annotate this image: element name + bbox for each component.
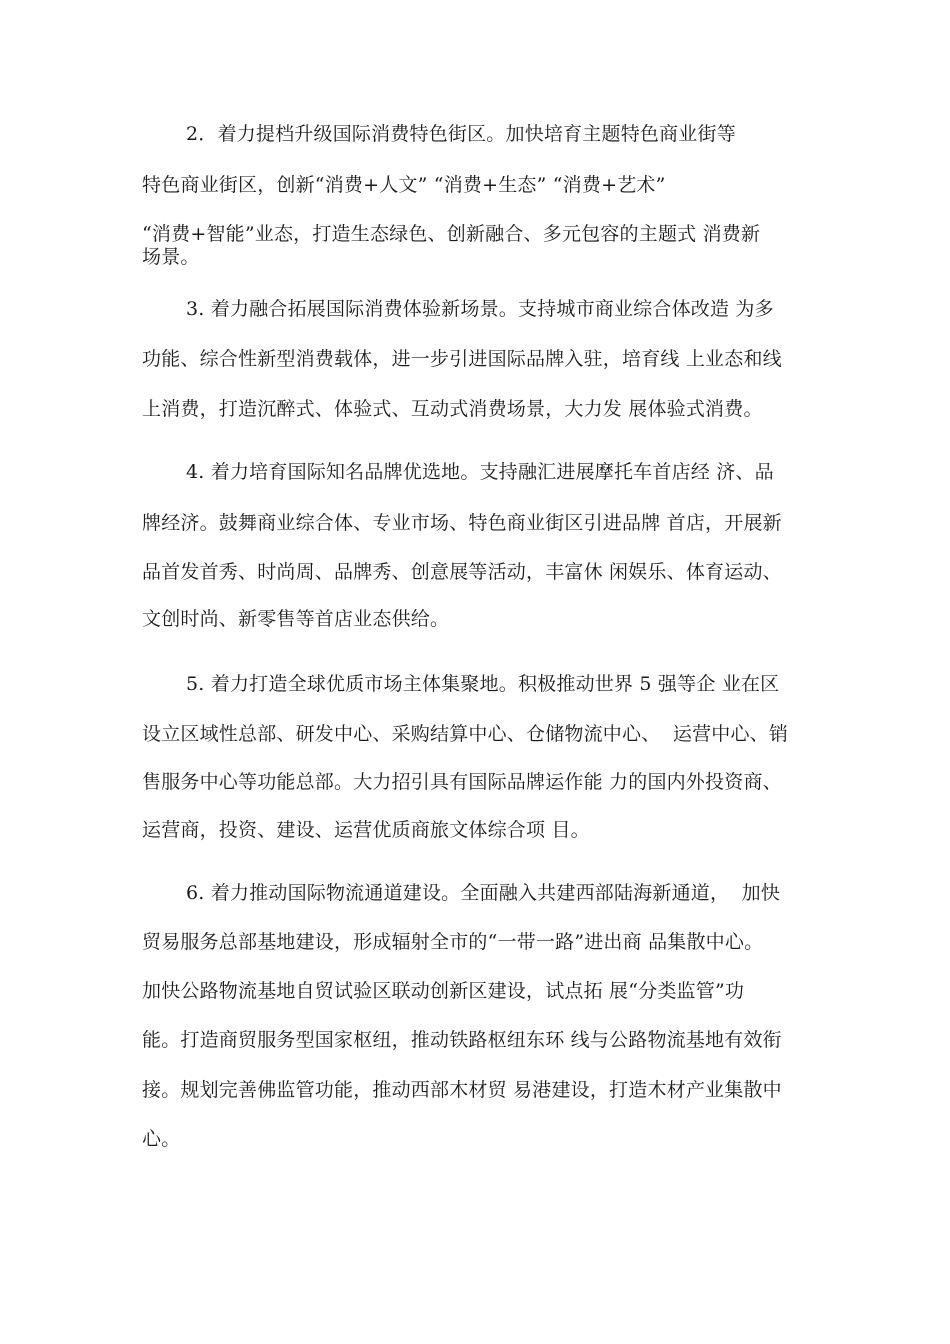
paragraph-2-line-4: 场景。	[142, 246, 200, 268]
paragraph-3-line-2: 功能、综合性新型消费载体，进一步引进国际品牌入驻，培育线 上业态和线	[142, 348, 782, 370]
paragraph-4-line-1: 4. 着力培育国际知名品牌优选地。支持融汇进展摩托车首店经 济、品	[186, 461, 774, 483]
paragraph-4-line-4: 文创时尚、新零售等首店业态供给。	[142, 608, 450, 630]
paragraph-4-line-2: 牌经济。鼓舞商业综合体、专业市场、特色商业街区引进品牌 首店，开展新	[142, 512, 782, 534]
paragraph-4-line-3: 品首发首秀、时尚周、品牌秀、创意展等活动，丰富休 闲娱乐、体育运动、	[142, 561, 782, 583]
paragraph-3-line-3: 上消费，打造沉醉式、体验式、互动式消费场景，大力发 展体验式消费。	[142, 398, 763, 420]
paragraph-5-line-4: 运营商，投资、建设、运营优质商旅文体综合项 目。	[142, 819, 590, 841]
paragraph-6-line-6: 心。	[142, 1128, 181, 1150]
paragraph-2-line-2: 特色商业街区，创新“消费+人文” “消费+生态” “消费+艺术”	[142, 174, 666, 196]
paragraph-6-line-2: 贸易服务总部基地建设，形成辐射全市的“一带一路”进出商 品集散中心。	[142, 931, 764, 953]
paragraph-5-line-2: 设立区域性总部、研发中心、采购结算中心、仓储物流中心、 运营中心、销	[142, 723, 789, 745]
paragraph-6-line-5: 接。规划完善佛监管功能，推动西部木材贸 易港建设，打造木材产业集散中	[142, 1079, 782, 1101]
paragraph-2-line-3: “消费+智能”业态，打造生态绿色、创新融合、多元包容的主题式 消费新	[142, 223, 761, 245]
paragraph-5-line-3: 售服务中心等功能总部。大力招引具有国际品牌运作能 力的国内外投资商、	[142, 771, 782, 793]
paragraph-3-line-1: 3. 着力融合拓展国际消费体验新场景。支持城市商业综合体改造 为多	[186, 298, 774, 320]
paragraph-2-line-1: 2．着力提档升级国际消费特色街区。加快培育主题特色商业街等	[186, 123, 736, 145]
paragraph-6-line-4: 能。打造商贸服务型国家枢纽，推动铁路枢纽东环 线与公路物流基地有效衔	[142, 1029, 782, 1051]
paragraph-5-line-1: 5. 着力打造全球优质市场主体集聚地。积极推动世界 5 强等企 业在区	[186, 673, 780, 695]
paragraph-6-line-1: 6. 着力推动国际物流通道建设。全面融入共建西部陆海新通道， 加快	[186, 882, 781, 904]
paragraph-6-line-3: 加快公路物流基地自贸试验区联动创新区建设，试点拓 展“分类监管”功	[142, 980, 745, 1002]
